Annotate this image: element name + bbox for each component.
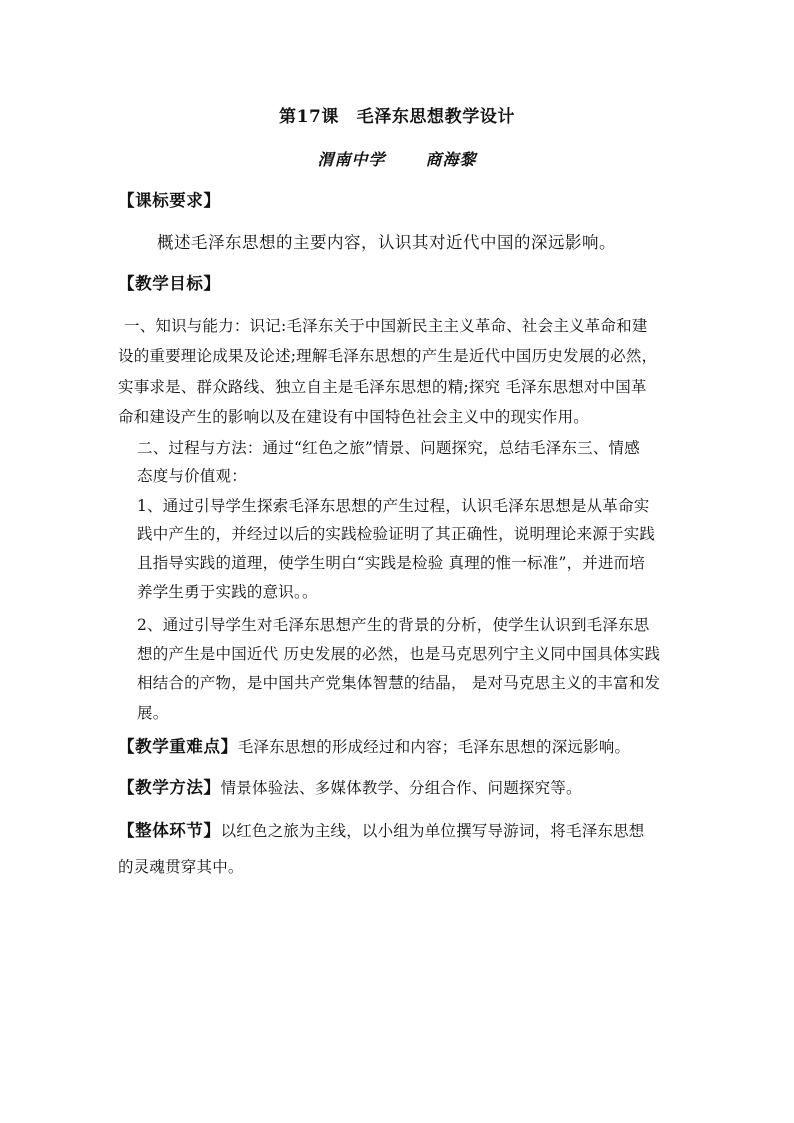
objective-line: 践中产生的，并经过以后的实践检验证明了其正确性，说明理论来源于实践	[137, 525, 656, 543]
lesson-title: 第17课 毛泽东思想教学设计	[278, 107, 516, 127]
overall-row	[118, 820, 645, 842]
methods-text: 情景体验法、多媒体教学、分组合作、问题探究等。	[220, 779, 582, 797]
objective-line: 想的产生是中国近代 历史发展的必然，也是马克思列宁主义同中国具体实践	[137, 645, 661, 663]
objective-line: 展。	[137, 704, 169, 722]
objective-line: 实事求是、群众路线、独立自主是毛泽东思想的精;探究 毛泽东思想对中国革	[118, 378, 647, 396]
curriculum-heading: 【课标要求】	[118, 191, 221, 210]
objective-line: 一、知识与能力：识记:毛泽东关于中国新民主主义革命、社会主义革命和建	[124, 317, 648, 335]
objective-line: 2、通过引导学生对毛泽东思想产生的背景的分析，使学生认识到毛泽东思	[137, 616, 650, 634]
key-points-text: 毛泽东思想的形成经过和内容；毛泽东思想的深远影响。	[237, 738, 631, 756]
objective-line: 1、通过引导学生探索毛泽东思想的产生过程，认识毛泽东思想是从革命实	[137, 497, 650, 515]
overall-text-continued: 的灵魂贯穿其中。	[118, 858, 244, 876]
objective-line: 二、过程与方法：通过“红色之旅”情景、问题探究，总结毛泽东三、情感	[137, 439, 640, 457]
author-name: 商海黎	[425, 150, 477, 169]
methods-label: 【教学方法】	[118, 778, 221, 797]
objective-line: 态度与价值观：	[137, 467, 247, 485]
curriculum-text: 概述毛泽东思想的主要内容，认识其对近代中国的深远影响。	[157, 233, 616, 252]
school-name: 渭南中学	[317, 150, 386, 169]
key-points-row	[118, 736, 630, 758]
methods-row	[118, 777, 582, 799]
overall-label: 【整体环节】	[118, 821, 221, 840]
objective-line: 养学生勇于实践的意识。。	[137, 583, 318, 601]
overall-text: 以红色之旅为主线，以小组为单位撰写导游词，将毛泽东思想	[220, 822, 645, 840]
objectives-heading: 【教学目标】	[118, 274, 221, 293]
author-line	[0, 149, 794, 171]
objective-line: 且指导实践的道理，使学生明白“实践是检验 真理的惟一标准”，并进而培	[137, 554, 646, 572]
key-points-label: 【教学重难点】	[118, 737, 238, 756]
objective-line: 命和建设产生的影响以及在建设有中国特色社会主义中的现实作用。	[118, 408, 590, 426]
objective-line: 相结合的产物，是中国共产党集体智慧的结晶， 是对马克思主义的丰富和发	[137, 674, 661, 692]
objective-line: 设的重要理论成果及论述;理解毛泽东思想的产生是近代中国历史发展的必然，	[118, 347, 658, 365]
